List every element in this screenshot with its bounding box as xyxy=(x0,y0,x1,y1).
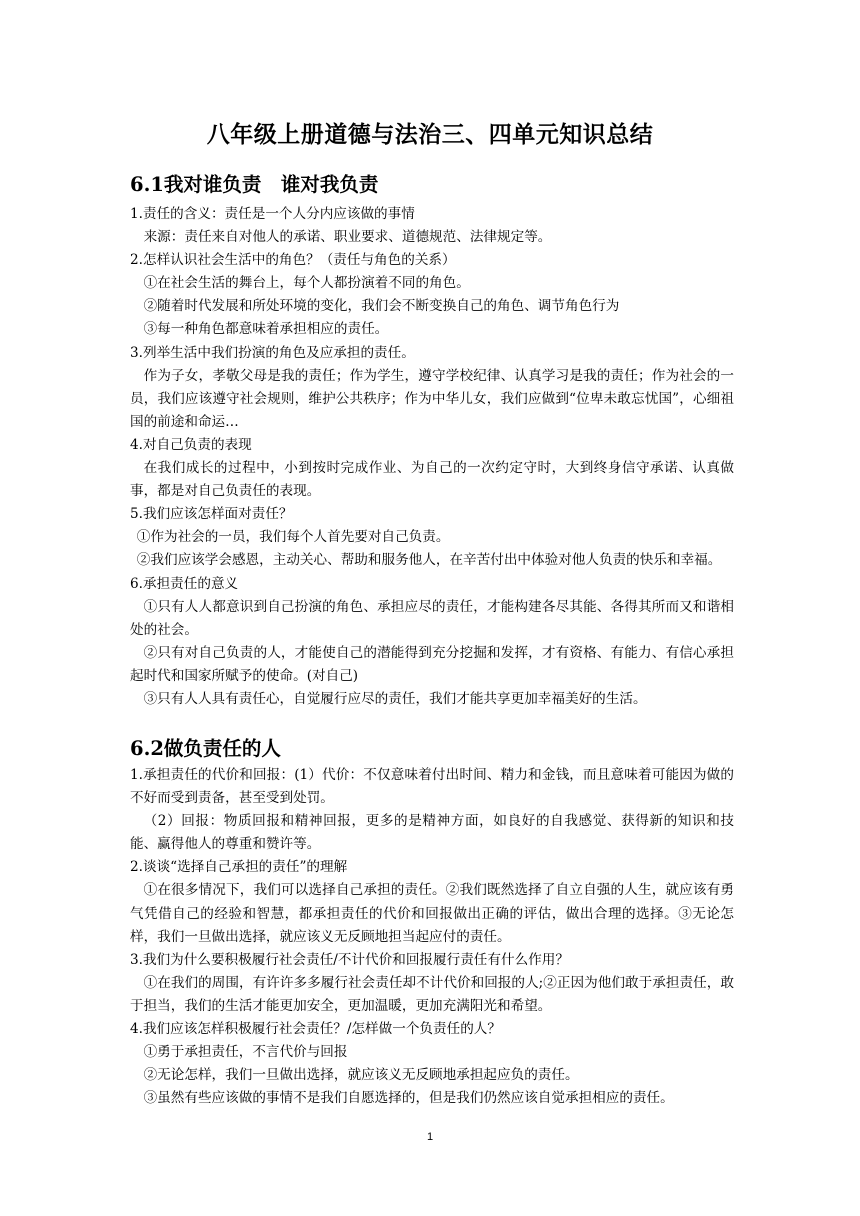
paragraph: ②只有对自己负责的人，才能使自己的潜能得到充分挖掘和发挥，才有资格、有能力、有信心承担起时代和国家所赋予的使命。(对自己) xyxy=(130,644,734,684)
paragraph: ②随着时代发展和所处环境的变化，我们会不断变换自己的角色、调节角色行为 xyxy=(143,298,620,315)
paragraph: 4.对自己负责的表现 xyxy=(130,436,252,453)
paragraph: 4.我们应该怎样积极履行社会责任？/怎样做一个负责任的人？ xyxy=(130,1021,501,1038)
paragraph: 3.列举生活中我们扮演的角色及应承担的责任。 xyxy=(130,344,415,361)
page-number: 1 xyxy=(426,1131,434,1143)
paragraph: 作为子女，孝敬父母是我的责任；作为学生，遵守学校纪律、认真学习是我的责任；作为社会的一员，我们应该遵守社会规则，维护公共秩序；作为中华儿女，我们应做到“位卑未敢忘忧国”，心细祖国的前途和命运… xyxy=(130,367,734,430)
section-heading: 6.1我对谁负责 谁对我负责 xyxy=(130,173,379,196)
section-body xyxy=(130,203,734,711)
paragraph: 2.怎样认识社会生活中的角色？（责任与角色的关系） xyxy=(130,252,456,269)
paragraph: 5.我们应该怎样面对责任？ xyxy=(130,506,293,523)
paragraph: 3.我们为什么要积极履行社会责任/不计代价和回报履行责任有什么作用？ xyxy=(130,951,569,968)
paragraph: 来源：责任来自对他人的承诺、职业要求、道德规范、法律规定等。 xyxy=(143,229,552,246)
paragraph: 2.谈谈“选择自己承担的责任”的理解 xyxy=(130,859,348,876)
section-heading: 6.2做负责任的人 xyxy=(130,737,281,760)
paragraph: ③虽然有些应该做的事情不是我们自愿选择的，但是我们仍然应该自觉承担相应的责任。 xyxy=(143,1090,674,1107)
paragraph: ①作为社会的一员，我们每个人首先要对自己负责。 xyxy=(136,529,450,546)
paragraph: ③每一种角色都意味着承担相应的责任。 xyxy=(143,321,389,338)
paragraph: 6.承担责任的意义 xyxy=(130,575,239,592)
paragraph: ①只有人人都意识到自己扮演的角色、承担应尽的责任，才能构建各尽其能、各得其所而又和谐相处的社会。 xyxy=(130,598,734,638)
paragraph: 1.承担责任的代价和回报：(1）代价：不仅意味着付出时间、精力和金钱，而且意味着可能因为做的不好而受到责备，甚至受到处罚。 xyxy=(130,767,734,807)
paragraph: ③只有人人具有责任心，自觉履行应尽的责任，我们才能共享更加幸福美好的生活。 xyxy=(143,690,647,707)
paragraph: ②无论怎样，我们一旦做出选择，就应该义无反顾地承担起应负的责任。 xyxy=(143,1067,579,1084)
paragraph: 1.责任的含义：责任是一个人分内应该做的事情 xyxy=(130,206,415,222)
paragraph: ①在社会生活的舞台上，每个人都扮演着不同的角色。 xyxy=(143,275,470,292)
document-title: 八年级上册道德与法治三、四单元知识总结 xyxy=(206,121,654,148)
section-body xyxy=(130,764,734,1110)
paragraph: ②我们应该学会感恩，主动关心、帮助和服务他人，在辛苦付出中体验对他人负责的快乐和幸福。 xyxy=(136,552,722,569)
paragraph: ①在很多情况下，我们可以选择自己承担的责任。②我们既然选择了自立自强的人生，就应该有勇气凭借自己的经验和智慧，都承担责任的代价和回报做出正确的评估，做出合理的选择。③无论怎样，我们一旦做出选择，就应该义无反顾地担当起应付的责任。 xyxy=(130,882,734,945)
paragraph: ①在我们的周围，有许许多多履行社会责任却不计代价和回报的人;②正因为他们敢于承担责任，敢于担当，我们的生活才能更加安全，更加温暖，更加充满阳光和希望。 xyxy=(130,974,734,1014)
paragraph: 在我们成长的过程中，小到按时完成作业、为自己的一次约定守时，大到终身信守承诺、认真做事，都是对自己负责任的表现。 xyxy=(130,460,734,500)
paragraph: （2）回报：物质回报和精神回报，更多的是精神方面，如良好的自我感觉、获得新的知识和技能、赢得他人的尊重和赞许等。 xyxy=(130,813,734,853)
paragraph: ①勇于承担责任，不言代价与回报 xyxy=(143,1044,348,1061)
